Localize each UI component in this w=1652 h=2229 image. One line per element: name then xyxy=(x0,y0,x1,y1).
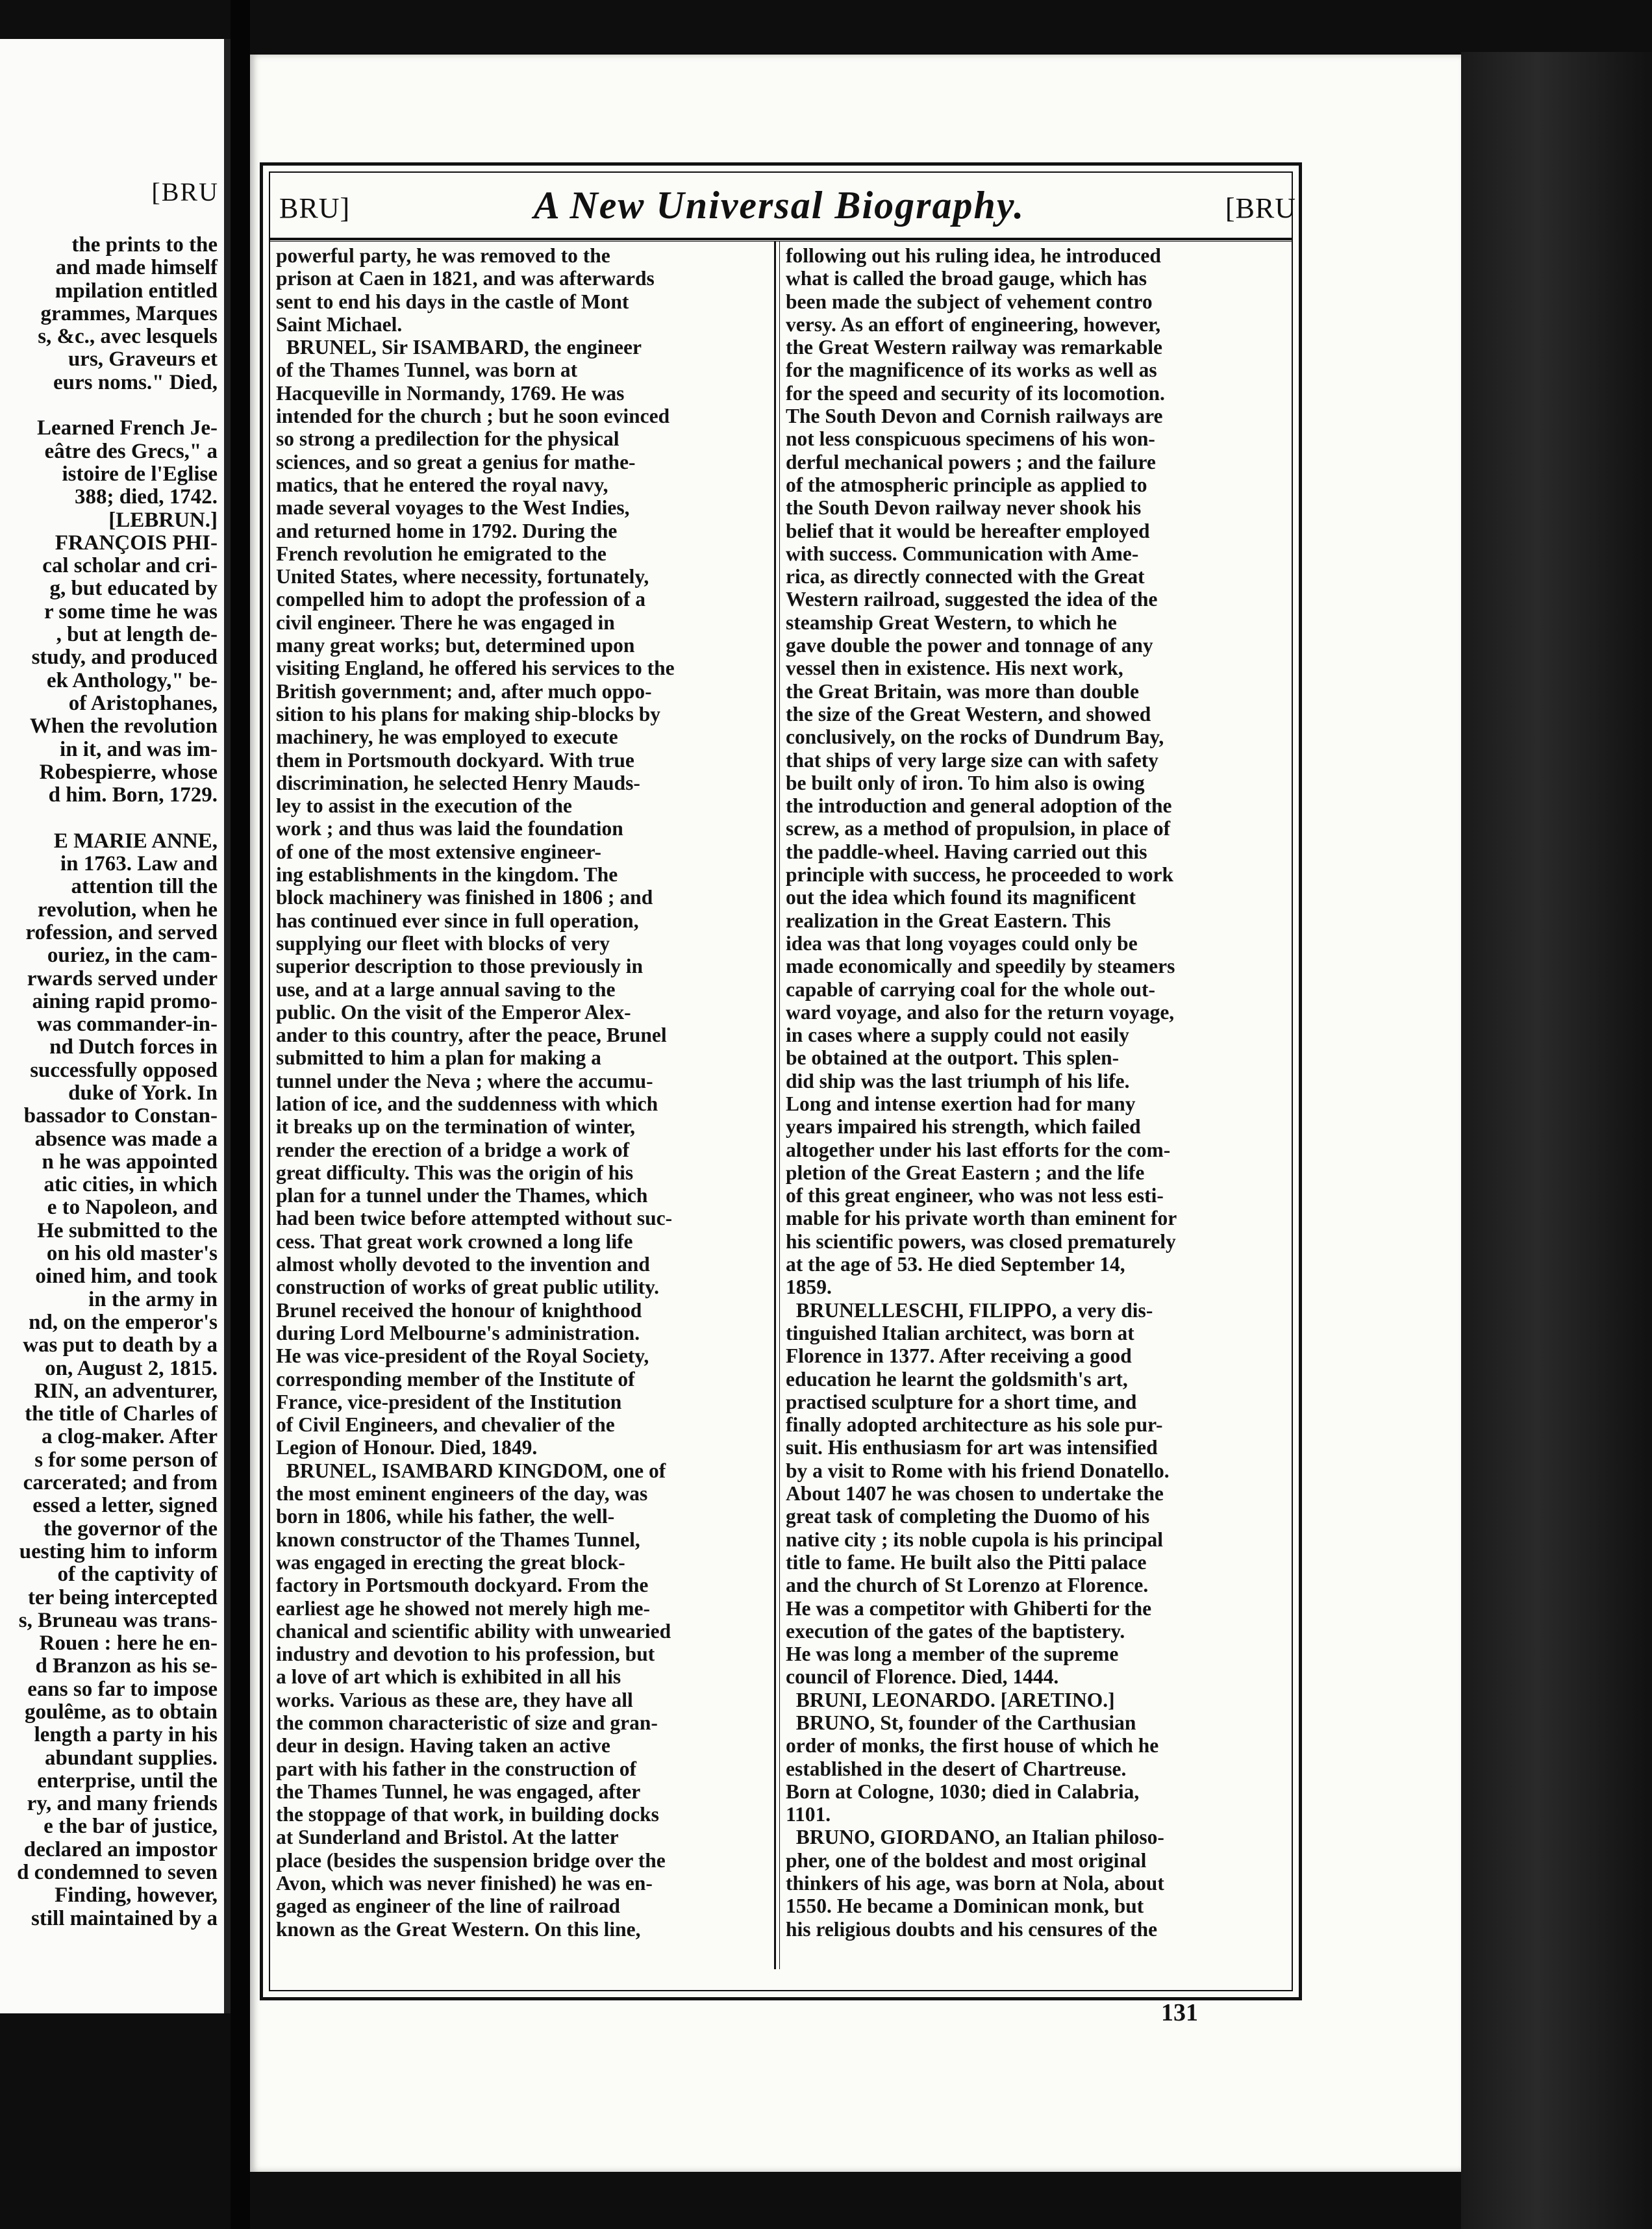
text-line: thinkers of his age, was born at Nola, about xyxy=(786,1872,1164,1895)
facing-page-text xyxy=(0,234,218,1930)
text-line: the most eminent engineers of the day, was xyxy=(276,1482,648,1505)
text-line: French revolution he emigrated to the xyxy=(276,542,607,565)
page-block-edge xyxy=(1461,52,1652,2229)
text-line: for the speed and security of its locomotion. xyxy=(786,381,1165,405)
text-line: e the bar of justice, xyxy=(44,1815,218,1839)
text-line: belief that it would be hereafter employed xyxy=(786,519,1150,542)
text-line: finally adopted architecture as his sole pur- xyxy=(786,1413,1163,1437)
text-line: during Lord Melbourne's administration. xyxy=(276,1321,640,1344)
text-line: Born at Cologne, 1030; died in Calabria, xyxy=(786,1780,1140,1803)
text-line: enterprise, until the xyxy=(37,1769,218,1793)
running-head-right: [BRU xyxy=(1225,192,1296,224)
text-line: discrimination, he selected Henry Mauds- xyxy=(276,771,640,794)
running-title: A New Universal Biography. xyxy=(533,184,1025,227)
text-line: tinguished Italian architect, was born at xyxy=(786,1321,1134,1344)
text-line: at Sunderland and Bristol. At the latter xyxy=(276,1826,619,1849)
text-line: the prints to the xyxy=(71,233,218,257)
text-line: He submitted to the xyxy=(37,1218,218,1242)
text-line: absence was made a xyxy=(34,1127,218,1151)
text-line: has continued ever since in full operation, xyxy=(276,909,639,932)
text-line: superior description to those previously in xyxy=(276,955,644,978)
text-line: nd Dutch forces in xyxy=(49,1035,218,1059)
text-line: native city ; its noble cupola is his principal xyxy=(786,1528,1164,1551)
text-line: ing establishments in the kingdom. The xyxy=(276,863,618,887)
text-line: was engaged in erecting the great block- xyxy=(276,1550,625,1574)
text-line: conclusively, on the rocks of Dundrum Bay, xyxy=(786,725,1164,749)
text-line: d condemned to seven xyxy=(17,1861,218,1885)
text-line: his religious doubts and his censures of the xyxy=(786,1917,1158,1941)
text-line: and made himself xyxy=(55,256,218,280)
text-line: Florence in 1377. After receiving a good xyxy=(786,1344,1132,1368)
text-line: of the captivity of xyxy=(57,1563,218,1587)
text-line: what is called the broad gauge, which has xyxy=(786,267,1147,290)
text-line: screw, as a method of propulsion, in place of xyxy=(786,817,1171,840)
text-line: title to fame. He built also the Pitti palace xyxy=(786,1550,1147,1574)
text-line: BRUNO, GIORDANO, an Italian philoso- xyxy=(786,1826,1164,1849)
text-line: 1101. xyxy=(786,1803,831,1826)
text-line: s for some person of xyxy=(34,1448,218,1472)
text-line: the Great Western railway was remarkable xyxy=(786,336,1163,359)
text-line: matics, that he entered the royal navy, xyxy=(276,473,608,496)
text-line: attention till the xyxy=(71,875,218,899)
text-line: He was vice-president of the Royal Society, xyxy=(276,1344,649,1368)
text-line: Saint Michael. xyxy=(276,312,403,336)
text-line: the governor of the xyxy=(44,1517,218,1541)
text-line: altogether under his last efforts for the com- xyxy=(786,1138,1171,1161)
text-line: bassador to Constan- xyxy=(23,1104,218,1128)
text-line: plan for a tunnel under the Thames, which xyxy=(276,1184,648,1207)
text-line: [LEBRUN.] xyxy=(108,508,218,532)
text-line: them in Portsmouth dockyard. With true xyxy=(276,748,634,772)
text-line: About 1407 he was chosen to undertake the xyxy=(786,1482,1164,1505)
text-line: duke of York. In xyxy=(68,1081,218,1105)
text-line: Brunel received the honour of knighthood xyxy=(276,1298,642,1322)
text-line: Western railroad, suggested the idea of the xyxy=(786,588,1158,611)
text-line: s, &c., avec lesquels xyxy=(38,325,218,349)
text-line: eâtre des Grecs," a xyxy=(44,439,218,463)
text-line: the title of Charles of xyxy=(25,1402,218,1426)
text-line: it breaks up on the termination of winter, xyxy=(276,1115,636,1139)
text-line: with success. Communication with Ame- xyxy=(786,542,1139,565)
text-line: , but at length de- xyxy=(56,623,218,647)
text-line: visiting England, he offered his services to the xyxy=(276,657,675,680)
text-line: rofession, and served xyxy=(25,920,218,944)
text-line: r some time he was xyxy=(44,599,218,623)
text-line: realization in the Great Eastern. This xyxy=(786,909,1111,932)
text-line: made several voyages to the West Indies, xyxy=(276,496,630,520)
text-line: gaged as engineer of the line of railroad xyxy=(276,1895,620,1918)
text-line: education he learnt the goldsmith's art, xyxy=(786,1367,1128,1391)
text-line: n he was appointed xyxy=(42,1150,218,1174)
text-line: s, Bruneau was trans- xyxy=(18,1608,218,1632)
text-line: cess. That great work crowned a long life xyxy=(276,1229,633,1253)
text-line: 1859. xyxy=(786,1276,832,1299)
text-line: machinery, he was employed to execute xyxy=(276,725,618,749)
text-line: carcerated; and from xyxy=(23,1471,218,1495)
header-rule xyxy=(269,238,1293,242)
text-line: rwards served under xyxy=(27,966,218,990)
text-line: had been twice before attempted without suc- xyxy=(276,1207,673,1230)
text-line: on, August 2, 1815. xyxy=(45,1356,218,1380)
text-line: 1550. He became a Dominican monk, but xyxy=(786,1895,1144,1918)
text-line: eans so far to impose xyxy=(27,1677,218,1701)
text-line: g, but educated by xyxy=(49,577,218,601)
text-line: d Branzon as his se- xyxy=(35,1654,218,1678)
text-line: FRANÇOIS PHI- xyxy=(55,531,218,555)
text-line: mable for his private worth than eminent for xyxy=(786,1207,1177,1230)
text-line: pher, one of the boldest and most original xyxy=(786,1848,1147,1872)
text-line: industry and devotion to his profession, but xyxy=(276,1643,655,1666)
text-line: was commander-in- xyxy=(36,1013,218,1037)
text-line: ander to this country, after the peace, Brunel xyxy=(276,1024,667,1047)
text-line: ter being intercepted xyxy=(27,1585,218,1609)
text-line: revolution, when he xyxy=(37,898,218,922)
text-line: sition to his plans for making ship-blocks by xyxy=(276,702,660,725)
text-line: a love of art which is exhibited in all his xyxy=(276,1665,621,1689)
text-line: Learned French Je- xyxy=(36,416,218,440)
text-line: the Thames Tunnel, he was engaged, after xyxy=(276,1780,641,1803)
text-line: tunnel under the Neva ; where the accumu- xyxy=(276,1069,653,1092)
text-line: his scientific powers, was closed prematurely xyxy=(786,1229,1176,1253)
text-line: in 1763. Law and xyxy=(60,852,218,876)
text-line: Hacqueville in Normandy, 1769. He was xyxy=(276,381,625,405)
text-line: established in the desert of Chartreuse. xyxy=(786,1757,1127,1780)
text-line: grammes, Marques xyxy=(40,301,218,325)
text-line: gave double the power and tonnage of any xyxy=(786,634,1153,657)
text-line: civil engineer. There he was engaged in xyxy=(276,611,615,634)
text-column-left xyxy=(276,244,766,1941)
text-line: almost wholly devoted to the invention and xyxy=(276,1253,650,1276)
text-line: istoire de l'Eglise xyxy=(62,462,218,486)
text-line: ouriez, in the cam- xyxy=(47,944,218,968)
text-line: of Civil Engineers, and chevalier of the xyxy=(276,1413,615,1437)
text-line: the common characteristic of size and gran- xyxy=(276,1711,658,1734)
text-line: sciences, and so great a genius for mathe- xyxy=(276,450,636,473)
text-line: still maintained by a xyxy=(31,1906,218,1930)
text-line: of this great engineer, who was not less esti- xyxy=(786,1184,1164,1207)
text-line: of the atmospheric principle as applied to xyxy=(786,473,1147,496)
text-line: BRUNEL, Sir ISAMBARD, the engineer xyxy=(276,336,642,359)
text-line: work ; and thus was laid the foundation xyxy=(276,817,623,840)
text-line: part with his father in the construction of xyxy=(276,1757,637,1780)
text-line: of one of the most extensive engineer- xyxy=(276,840,601,863)
text-line: British government; and, after much oppo- xyxy=(276,679,652,703)
text-line: of Aristophanes, xyxy=(68,691,218,715)
column-divider xyxy=(774,242,776,1969)
text-line: great task of completing the Duomo of his xyxy=(786,1505,1150,1528)
text-line: council of Florence. Died, 1444. xyxy=(786,1665,1059,1689)
text-line: 388; died, 1742. xyxy=(74,485,218,509)
text-line: chanical and scientific ability with unwearied xyxy=(276,1619,671,1643)
text-line: by a visit to Rome with his friend Donatello. xyxy=(786,1459,1170,1482)
text-line: execution of the gates of the baptistery. xyxy=(786,1619,1125,1643)
text-line: rica, as directly connected with the Great xyxy=(786,565,1145,588)
text-line: the paddle-wheel. Having carried out this xyxy=(786,840,1147,863)
text-line: E MARIE ANNE, xyxy=(53,829,218,853)
text-line: years impaired his strength, which failed xyxy=(786,1115,1141,1139)
text-line: supplying our fleet with blocks of very xyxy=(276,931,610,955)
text-line: the Great Britain, was more than double xyxy=(786,679,1139,703)
text-line: at the age of 53. He died September 14, xyxy=(786,1253,1125,1276)
text-line: order of monks, the first house of which he xyxy=(786,1734,1159,1757)
text-line: intended for the church ; but he soon evinced xyxy=(276,405,670,428)
text-line: BRUNI, LEONARDO. [ARETINO.] xyxy=(786,1688,1115,1711)
text-line: and returned home in 1792. During the xyxy=(276,519,618,542)
text-line: did ship was the last triumph of his life. xyxy=(786,1069,1130,1092)
text-line: Finding, however, xyxy=(55,1883,218,1908)
text-line: in cases where a supply could not easily xyxy=(786,1024,1129,1047)
text-line: ek Anthology," be- xyxy=(46,668,218,692)
text-line: out the idea which found its magnificent xyxy=(786,886,1136,909)
text-line: length a party in his xyxy=(34,1723,218,1747)
facing-page-running-head: [BRU xyxy=(151,177,219,207)
text-line: principle with success, he proceeded to work xyxy=(786,863,1174,887)
text-line: made economically and speedily by steamers xyxy=(786,955,1175,978)
text-line: sent to end his days in the castle of Mont xyxy=(276,290,629,313)
text-line: compelled him to adopt the profession of a xyxy=(276,588,646,611)
text-line: d him. Born, 1729. xyxy=(48,783,218,807)
text-line: block machinery was finished in 1806 ; and xyxy=(276,886,653,909)
text-line: been made the subject of vehement contro xyxy=(786,290,1153,313)
text-line: goulême, as to obtain xyxy=(25,1700,218,1724)
text-line: uesting him to inform xyxy=(19,1539,218,1563)
text-line: versy. As an effort of engineering, however, xyxy=(786,312,1161,336)
text-line: in it, and was im- xyxy=(60,737,218,761)
text-line: When the revolution xyxy=(29,714,218,738)
text-line: place (besides the suspension bridge over the xyxy=(276,1848,666,1872)
text-line: declared an impostor xyxy=(23,1837,218,1861)
text-line: e to Napoleon, and xyxy=(47,1196,218,1220)
text-line: be built only of iron. To him also is owing xyxy=(786,771,1145,794)
text-line: mpilation entitled xyxy=(55,279,218,303)
text-column-right xyxy=(786,244,1289,1941)
text-line xyxy=(0,807,218,829)
text-line: in the army in xyxy=(88,1287,218,1311)
text-line: Rouen : here he en- xyxy=(39,1631,218,1656)
text-line: steamship Great Western, to which he xyxy=(786,611,1117,634)
text-line: successfully opposed xyxy=(30,1058,218,1082)
text-line: ley to assist in the execution of the xyxy=(276,794,572,818)
text-line: many great works; but, determined upon xyxy=(276,634,635,657)
text-line: nd, on the emperor's xyxy=(29,1310,218,1334)
text-line: of the Thames Tunnel, was born at xyxy=(276,359,578,382)
text-line: following out his ruling idea, he introduced xyxy=(786,244,1161,267)
text-line: BRUNO, St, founder of the Carthusian xyxy=(786,1711,1136,1734)
text-line: capable of carrying coal for the whole out- xyxy=(786,977,1155,1001)
text-line: urs, Graveurs et xyxy=(68,347,218,372)
text-line: idea was that long voyages could only be xyxy=(786,931,1138,955)
text-line: that ships of very large size can with safety xyxy=(786,748,1158,772)
text-line: vessel then in existence. His next work, xyxy=(786,657,1123,680)
text-line: works. Various as these are, they have all xyxy=(276,1688,633,1711)
text-line: The South Devon and Cornish railways are xyxy=(786,405,1163,428)
text-line: oined him, and took xyxy=(35,1265,218,1289)
text-line: derful mechanical powers ; and the failure xyxy=(786,450,1156,473)
text-line: aining rapid promo- xyxy=(32,989,218,1013)
text-line: practised sculpture for a short time, and xyxy=(786,1390,1137,1413)
text-line: suit. His enthusiasm for art was intensified xyxy=(786,1436,1158,1459)
text-line: abundant supplies. xyxy=(45,1746,218,1770)
text-line: known constructor of the Thames Tunnel, xyxy=(276,1528,640,1551)
text-line: He was a competitor with Ghiberti for the xyxy=(786,1596,1152,1620)
page-number: 131 xyxy=(1161,1999,1198,2026)
text-line: and the church of St Lorenzo at Florence. xyxy=(786,1574,1149,1597)
text-line: United States, where necessity, fortunately, xyxy=(276,565,649,588)
text-line: powerful party, he was removed to the xyxy=(276,244,610,267)
text-line: on his old master's xyxy=(46,1242,218,1266)
text-line: great difficulty. This was the origin of his xyxy=(276,1161,634,1184)
text-line: the introduction and general adoption of the xyxy=(786,794,1172,818)
running-head-left: BRU] xyxy=(279,192,351,224)
text-line: atic cities, in which xyxy=(44,1173,218,1197)
text-line: ry, and many friends xyxy=(27,1792,218,1816)
text-line: ward voyage, and also for the return voyage, xyxy=(786,1000,1175,1024)
text-line: BRUNELLESCHI, FILIPPO, a very dis- xyxy=(786,1298,1153,1322)
text-line: corresponding member of the Institute of xyxy=(276,1367,635,1391)
text-line: born in 1806, while his father, the well- xyxy=(276,1505,615,1528)
text-line: BRUNEL, ISAMBARD KINGDOM, one of xyxy=(276,1459,666,1482)
text-line: the size of the Great Western, and showed xyxy=(786,702,1151,725)
facing-page-left xyxy=(0,39,231,2013)
text-line: Robespierre, whose xyxy=(39,760,218,784)
text-line: Long and intense exertion had for many xyxy=(786,1092,1136,1115)
book-gutter xyxy=(231,0,250,2229)
text-line: construction of works of great public utility. xyxy=(276,1276,660,1299)
text-line: deur in design. Having taken an active xyxy=(276,1734,610,1757)
text-line: render the erection of a bridge a work of xyxy=(276,1138,630,1161)
text-line: Legion of Honour. Died, 1849. xyxy=(276,1436,538,1459)
text-line: cal scholar and cri- xyxy=(42,554,218,578)
text-line: the South Devon railway never shook his xyxy=(786,496,1142,520)
text-line: Avon, which was never finished) he was en- xyxy=(276,1872,653,1895)
text-line: was put to death by a xyxy=(23,1333,218,1357)
text-line: not less conspicuous specimens of his won- xyxy=(786,427,1155,451)
text-line: He was long a member of the supreme xyxy=(786,1643,1119,1666)
text-line: so strong a predilection for the physical xyxy=(276,427,620,451)
column-divider-thin xyxy=(779,242,780,1969)
text-line: public. On the visit of the Emperor Alex- xyxy=(276,1000,631,1024)
text-line: known as the Great Western. On this line, xyxy=(276,1917,641,1941)
text-line: be obtained at the outport. This splen- xyxy=(786,1046,1120,1070)
text-line: eurs noms." Died, xyxy=(53,370,218,394)
text-line: submitted to him a plan for making a xyxy=(276,1046,601,1070)
text-line: use, and at a large annual saving to the xyxy=(276,977,616,1001)
text-line: essed a letter, signed xyxy=(32,1494,218,1518)
text-line: RIN, an adventurer, xyxy=(34,1379,218,1403)
text-line: pletion of the Great Eastern ; and the life xyxy=(786,1161,1145,1184)
text-line: factory in Portsmouth dockyard. From the xyxy=(276,1574,649,1597)
text-line xyxy=(0,394,218,417)
text-line: lation of ice, and the suddenness with which xyxy=(276,1092,658,1115)
text-line: a clog-maker. After xyxy=(42,1425,218,1449)
text-line: the stoppage of that work, in building docks xyxy=(276,1803,659,1826)
text-line: France, vice-president of the Institution xyxy=(276,1390,622,1413)
text-line: prison at Caen in 1821, and was afterwards xyxy=(276,267,655,290)
text-line: for the magnificence of its works as well as xyxy=(786,359,1157,382)
text-line: study, and produced xyxy=(31,646,218,670)
text-line: earliest age he showed not merely high me- xyxy=(276,1596,650,1620)
